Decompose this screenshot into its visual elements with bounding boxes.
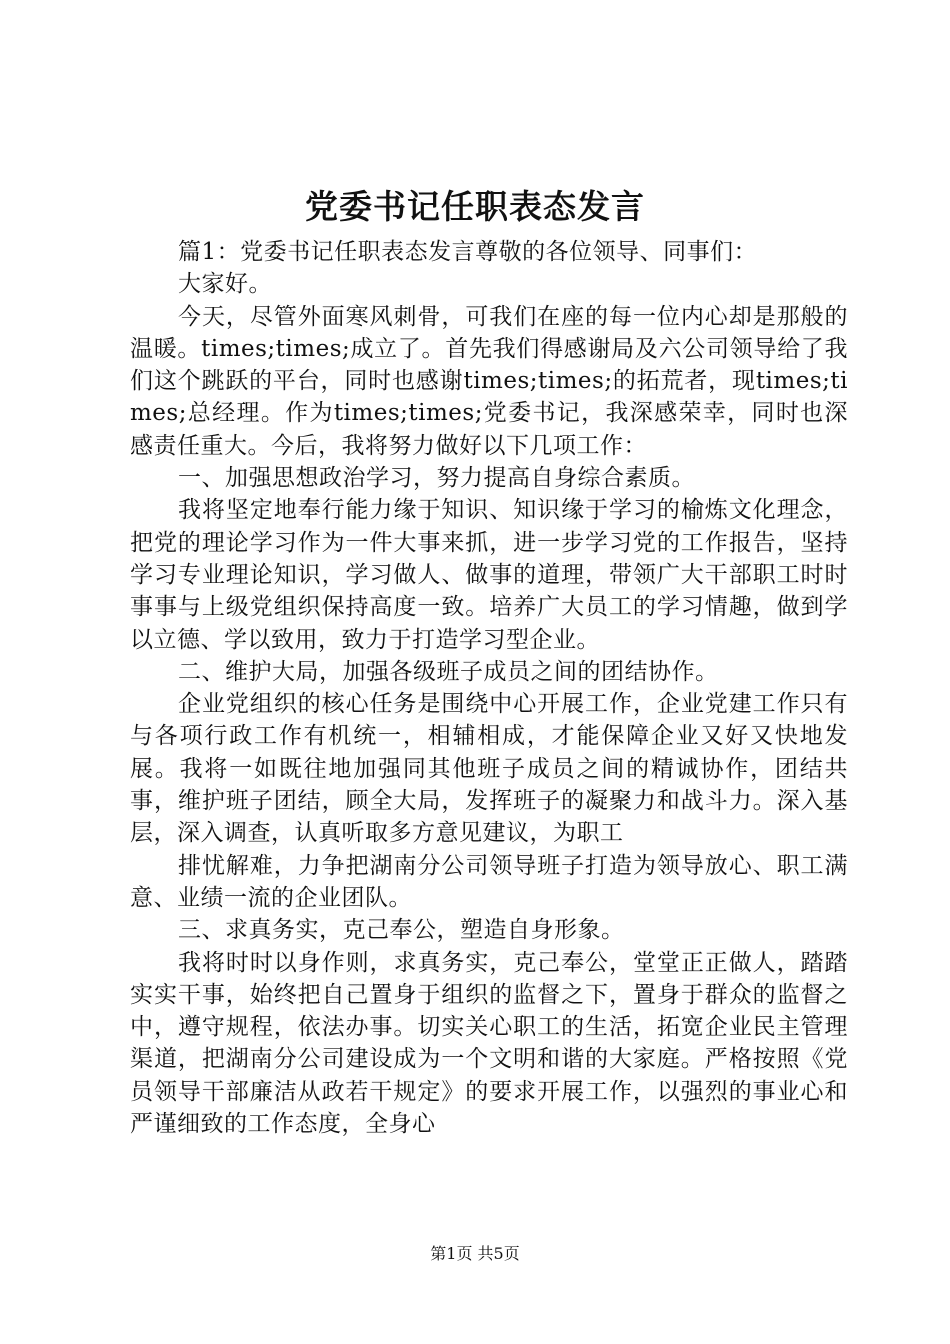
section-heading-2: 二、维护大局，加强各级班子成员之间的团结协作。 xyxy=(178,658,719,685)
paragraph-section-2-continued: 排忧解难，力争把湖南分公司领导班子打造为领导放心、职工满意、业绩一流的企业团队。 xyxy=(130,852,848,911)
document-body xyxy=(130,236,848,1140)
paragraph-section-3: 我将时时以身作则，求真务实，克己奉公，堂堂正正做人，踏踏实实干事，始终把自己置身于组织的监督之下，置身于群众的监督之中，遵守规程，依法办事。切实关心职工的生活，拓宽企业民主管理渠道，把湖南分公司建设成为一个文明和谐的大家庭。严格按照《党员领导干部廉洁从政若干规定》的要求开展工作，以强烈的事业心和严谨细致的工作态度，全身心 xyxy=(130,949,848,1138)
paragraph-greeting: 大家好。 xyxy=(178,271,272,298)
paragraph-section-2: 企业党组织的核心任务是围绕中心开展工作，企业党建工作只有与各项行政工作有机统一，相辅相成，才能保障企业又好又快地发展。我将一如既往地加强同其他班子成员之间的精诚协作，团结共事，维护班子团结，顾全大局，发挥班子的凝聚力和战斗力。深入基层，深入调查，认真听取多方意见建议，为职工 xyxy=(130,691,848,847)
paragraph-section-1: 我将坚定地奉行能力缘于知识、知识缘于学习的榆炼文化理念，把党的理论学习作为一件大事来抓，进一步学习党的工作报告，坚持学习专业理论知识，学习做人、做事的道理，带领广大干部职工时时事事与上级党组织保持高度一致。培养广大员工的学习情趣，做到学以立德、学以致用，致力于打造学习型企业。 xyxy=(130,497,848,653)
document-title: 党委书记任职表态发言 xyxy=(305,187,645,226)
paragraph-opening: 今天，尽管外面寒风刺骨，可我们在座的每一位内心却是那般的温暖。times;times;成立了。首先我们得感谢局及六公司领导给了我们这个跳跃的平台，同时也感谢times;times;的拓荒者，现times;times;总经理。作为times;times;党委书记，我深感荣幸，同时也深感责任重大。今后，我将努力做好以下几项工作： xyxy=(130,303,848,459)
paragraph-intro: 篇1：党委书记任职表态发言尊敬的各位领导、同事们： xyxy=(178,239,758,265)
page-number-footer: 第1页 共5页 xyxy=(430,1244,520,1263)
section-heading-3: 三、求真务实，克己奉公，塑造自身形象。 xyxy=(178,917,625,944)
section-heading-1: 一、加强思想政治学习，努力提高自身综合素质。 xyxy=(178,465,695,492)
